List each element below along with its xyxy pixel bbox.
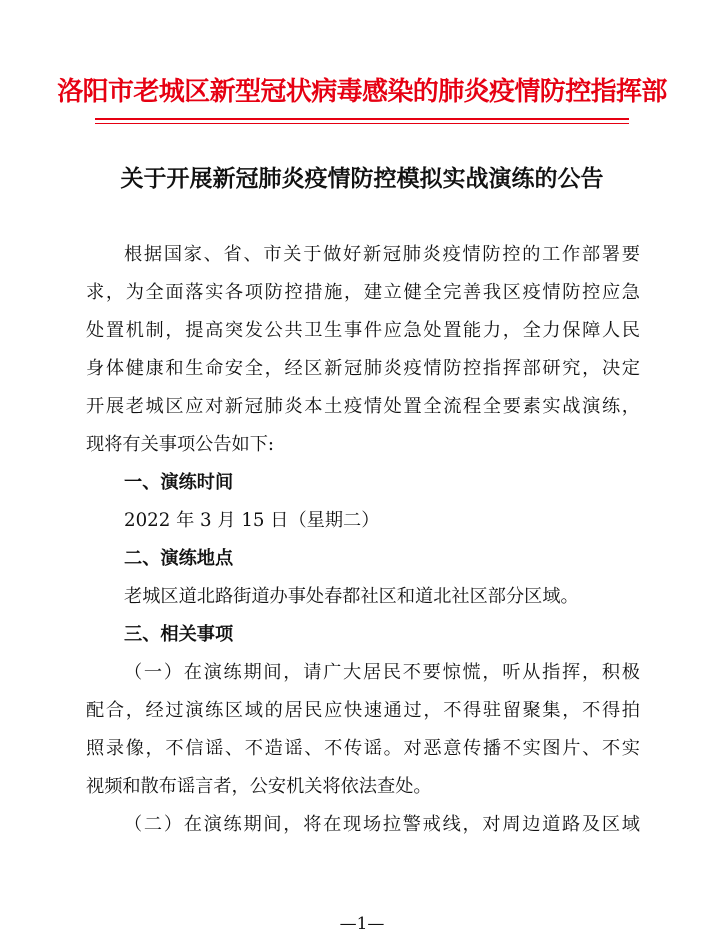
drill-location-text: 老城区道北路街道办事处春都社区和道北社区部分区域。 (124, 586, 579, 607)
matter-item-1-line: 视频和散布谣言者，公安机关将依法查处。 (86, 776, 432, 797)
header-rule-thin (95, 123, 629, 124)
matter-item-1-line: 照录像，不信谣、不造谣、不传谣。对恶意传播不实图片、不实 (86, 738, 640, 759)
intro-line: 开展老城区应对新冠肺炎本土疫情处置全流程全要素实战演练， (86, 396, 640, 417)
issuer-header: 洛阳市老城区新型冠状病毒感染的肺炎疫情防控指挥部 (57, 77, 667, 107)
intro-line: 处置机制，提高突发公共卫生事件应急处置能力，全力保障人民 (86, 320, 640, 341)
intro-line: 求，为全面落实各项防控措施，建立健全完善我区疫情防控应急 (86, 282, 640, 303)
section-heading-location: 二、演练地点 (124, 548, 234, 569)
section-heading-time: 一、演练时间 (124, 472, 234, 493)
notice-body (86, 236, 640, 844)
section-heading-matters: 三、相关事项 (124, 624, 234, 645)
intro-line: 身体健康和生命安全，经区新冠肺炎疫情防控指挥部研究，决定 (86, 358, 640, 379)
page-number: —1— (339, 914, 385, 934)
drill-time-text: 2022 年 3 月 15 日（星期二） (124, 510, 380, 531)
intro-line: 根据国家、省、市关于做好新冠肺炎疫情防控的工作部署要 (124, 244, 640, 265)
intro-line: 现将有关事项公告如下: (86, 434, 275, 455)
matter-item-2-line: （二）在演练期间，将在现场拉警戒线，对周边道路及区域 (124, 814, 640, 835)
notice-title: 关于开展新冠肺炎疫情防控模拟实战演练的公告 (120, 165, 604, 192)
header-rule-thick (95, 118, 629, 120)
matter-item-1-line: （一）在演练期间，请广大居民不要惊慌，听从指挥，积极 (124, 662, 640, 683)
matter-item-1-line: 配合，经过演练区域的居民应快速通过，不得驻留聚集，不得拍 (86, 700, 640, 721)
